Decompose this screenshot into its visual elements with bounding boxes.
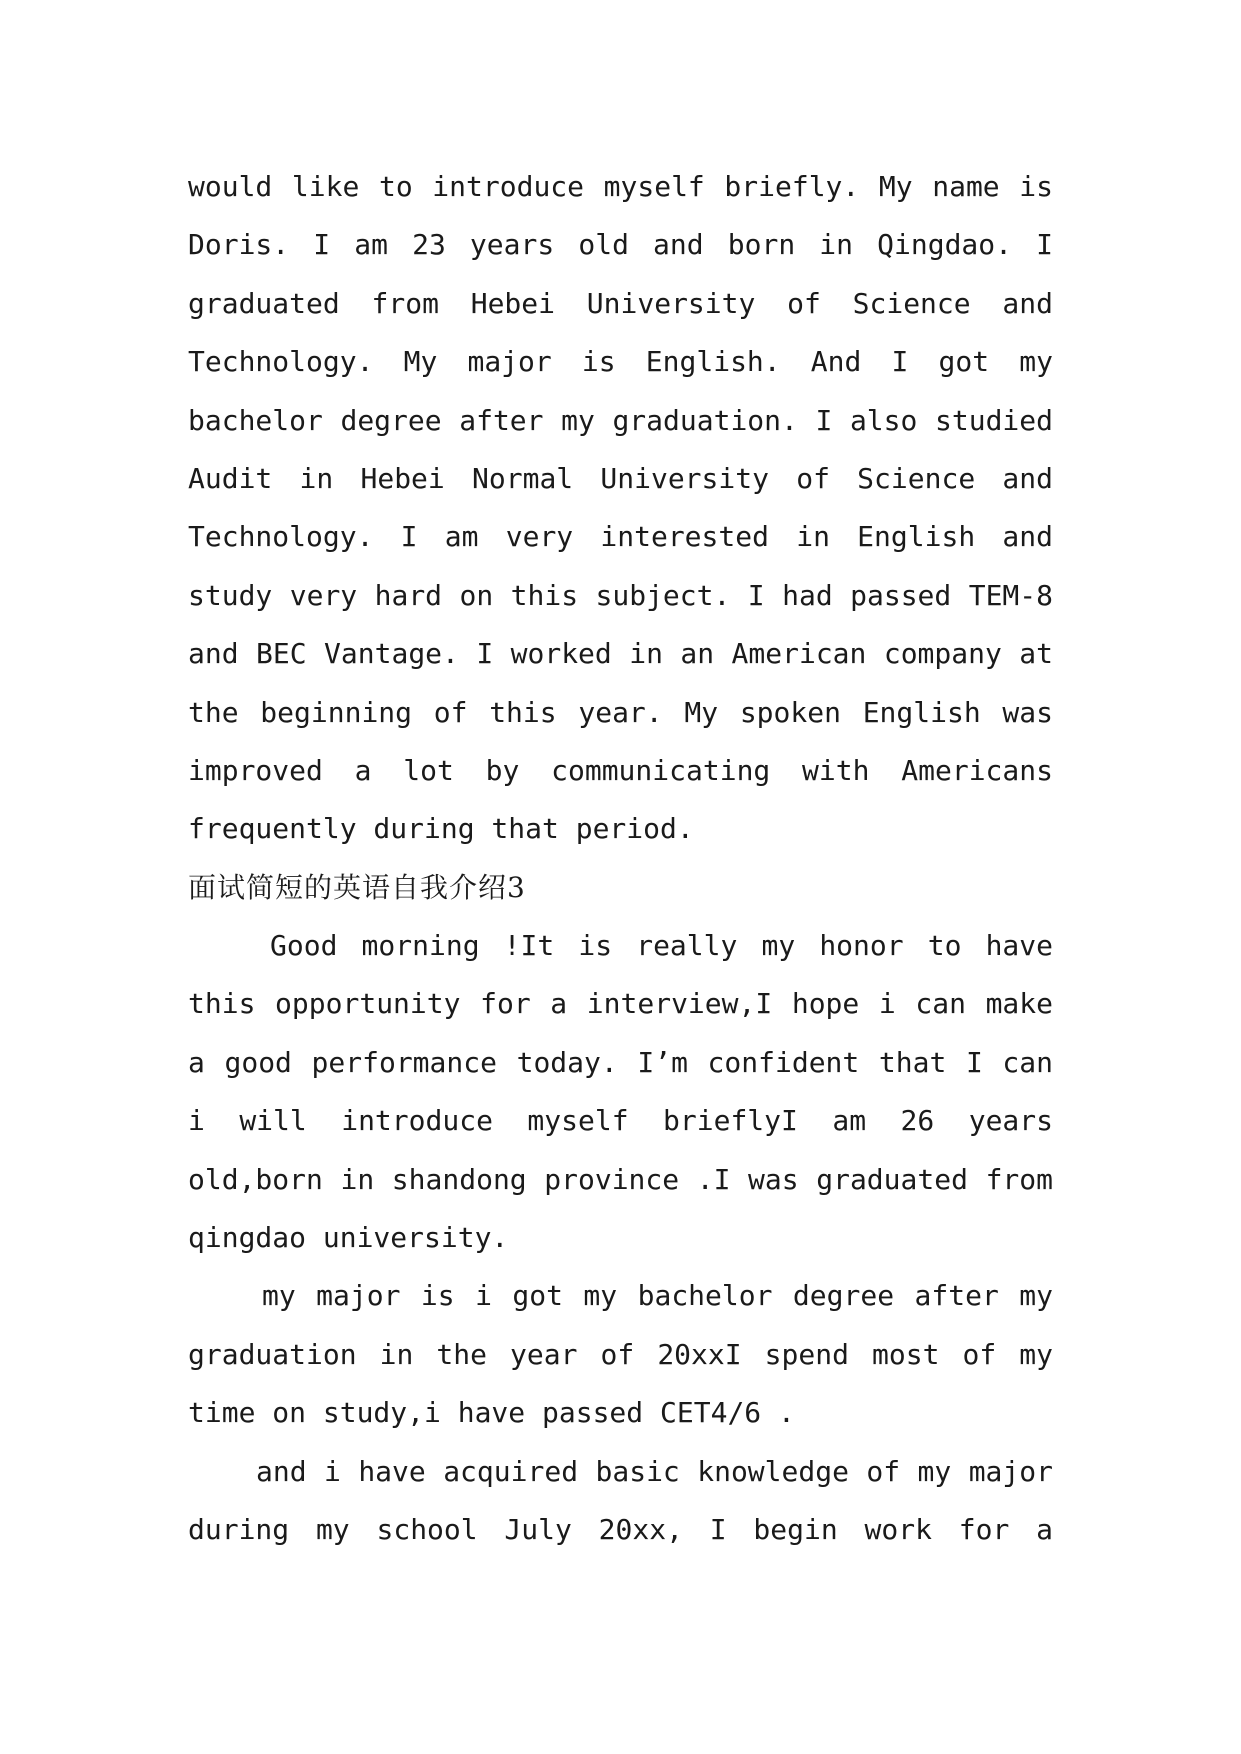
text-line: a good performance today. I’m confident that I can [188,1045,1053,1079]
text-line: Good morning !It is really my honor to have [270,929,1053,963]
text-line: improved a lot by communicating with Americans [188,753,1053,787]
section-heading: 面试简短的英语自我介绍3 [188,870,526,904]
text-line: during my school July 20xx, I begin work for a [188,1512,1053,1546]
document-body [188,162,1053,1563]
text-line: bachelor degree after my graduation. I also studied [188,403,1053,437]
text-line: graduation in the year of 20xxI spend most of my [188,1337,1053,1371]
text-line: would like to introduce myself briefly. My name is [188,170,1053,203]
text-line: graduated from Hebei University of Science and [188,286,1053,320]
text-line: frequently during that period. [188,812,694,846]
text-line: qingdao university. [188,1221,509,1255]
text-line: the beginning of this year. My spoken English was [188,695,1053,729]
text-line: my major is i got my bachelor degree after my [262,1279,1053,1313]
text-line: and i have acquired basic knowledge of my major [256,1454,1053,1488]
text-line: old,born in shandong province .I was graduated from [188,1162,1053,1196]
text-line: Doris. I am 23 years old and born in Qingdao. I [188,228,1053,262]
text-line: this opportunity for a interview,I hope i can make [188,987,1053,1021]
text-line: i will introduce myself brieflyI am 26 years [188,1104,1053,1138]
text-line: Audit in Hebei Normal University of Science and [188,461,1053,495]
text-line: Technology. I am very interested in English and [188,520,1053,554]
text-line: Technology. My major is English. And I got my [188,345,1053,379]
text-line: time on study,i have passed CET4/6 . [188,1396,795,1430]
text-line: and BEC Vantage. I worked in an American company at [188,637,1053,671]
text-line: study very hard on this subject. I had passed TEM-8 [188,578,1053,612]
